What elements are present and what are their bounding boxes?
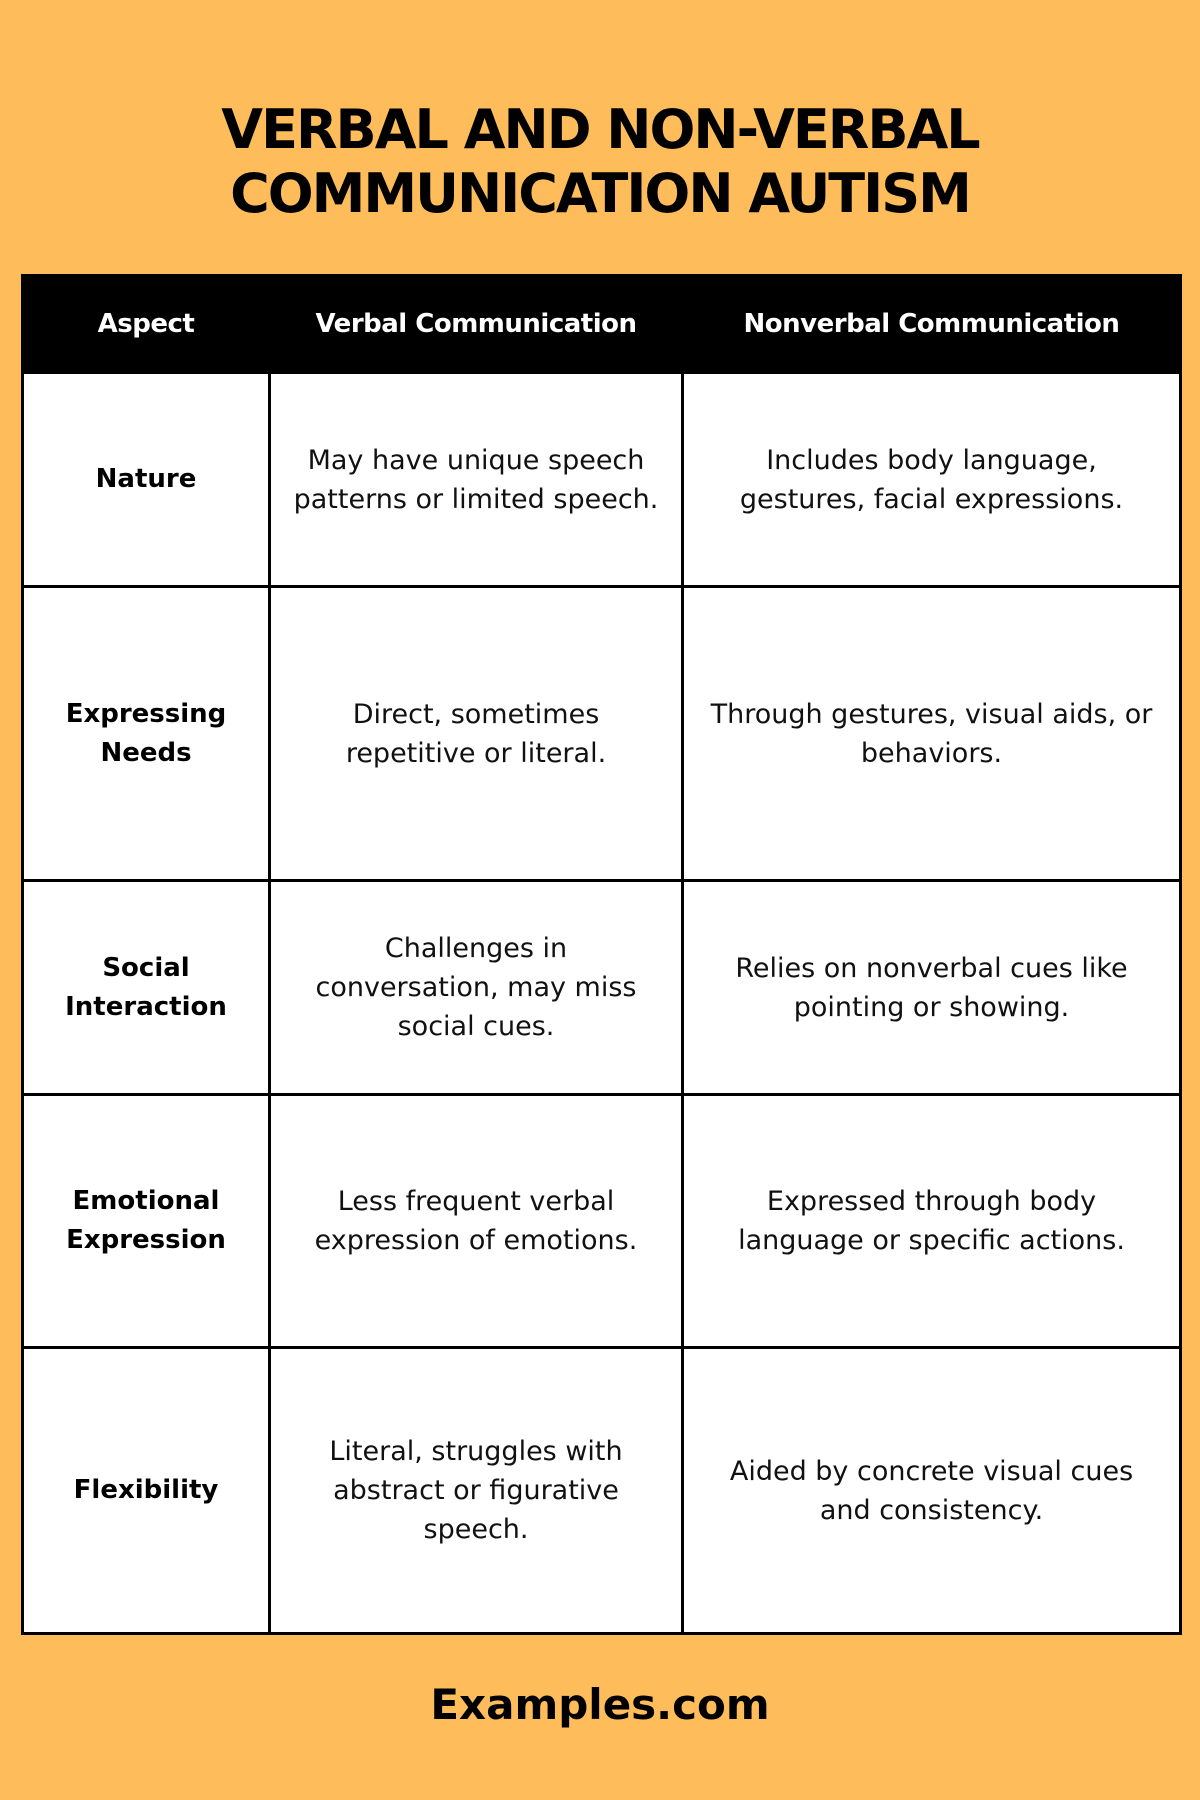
- aspect-cell: Flexibility: [23, 1348, 270, 1634]
- aspect-cell: Emotional Expression: [23, 1095, 270, 1348]
- verbal-cell: Direct, sometimes repetitive or literal.: [270, 587, 683, 881]
- table-row: [23, 373, 1181, 587]
- aspect-cell: Nature: [23, 373, 270, 587]
- nonverbal-cell: Aided by concrete visual cues and consistency.: [683, 1348, 1181, 1634]
- table-header-row: [23, 276, 1181, 373]
- nonverbal-cell: Expressed through body language or specific actions.: [683, 1095, 1181, 1348]
- verbal-cell: Less frequent verbal expression of emotions.: [270, 1095, 683, 1348]
- nonverbal-cell: Through gestures, visual aids, or behaviors.: [683, 587, 1181, 881]
- brand-footer: Examples.com: [430, 1680, 770, 1729]
- nonverbal-cell: Includes body language, gestures, facial expressions.: [683, 373, 1181, 587]
- verbal-cell: May have unique speech patterns or limited speech.: [270, 373, 683, 587]
- table-row: [23, 587, 1181, 881]
- aspect-cell: Expressing Needs: [23, 587, 270, 881]
- table-row: [23, 1095, 1181, 1348]
- page-title: [0, 98, 1200, 226]
- header-aspect: Aspect: [23, 276, 270, 373]
- title-line-1: VERBAL AND NON-VERBAL: [221, 98, 979, 161]
- table-row: [23, 1348, 1181, 1634]
- verbal-cell: Challenges in conversation, may miss social cues.: [270, 881, 683, 1095]
- comparison-table: [21, 274, 1182, 1635]
- header-nonverbal: Nonverbal Communication: [683, 276, 1181, 373]
- header-verbal: Verbal Communication: [270, 276, 683, 373]
- verbal-cell: Literal, struggles with abstract or figurative speech.: [270, 1348, 683, 1634]
- table-row: [23, 881, 1181, 1095]
- aspect-cell: Social Interaction: [23, 881, 270, 1095]
- nonverbal-cell: Relies on nonverbal cues like pointing or showing.: [683, 881, 1181, 1095]
- title-line-2: COMMUNICATION AUTISM: [230, 162, 970, 225]
